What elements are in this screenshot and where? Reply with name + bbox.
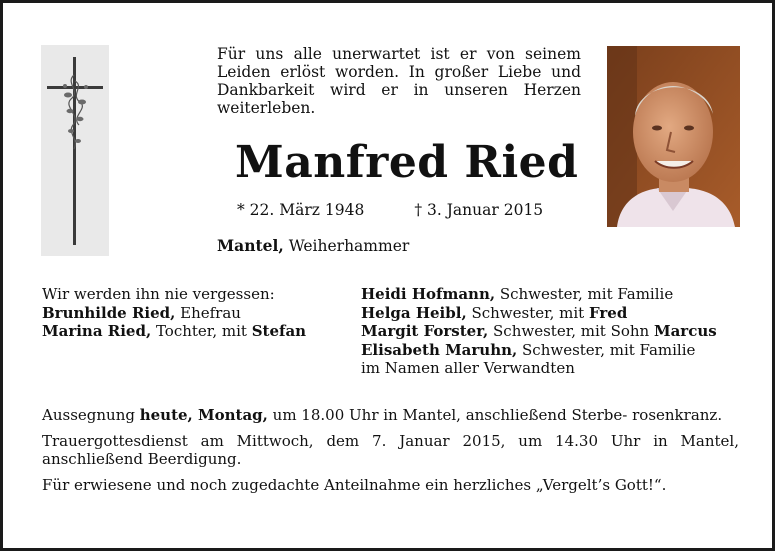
death-date: † 3. Januar 2015 [414,201,544,219]
mourner-row [361,285,717,304]
relatives-line: im Namen aller Verwandten [361,359,575,377]
left-heading: Wir werden ihn nie vergessen: [42,285,275,303]
portrait-photo [607,46,740,227]
blessing-info [42,406,739,425]
mourner-relation: Schwester, mit [466,303,589,322]
mourner-name: Margit Forster, [361,322,489,340]
mourner-relation: Ehefrau [175,303,241,322]
mourner-relation: Schwester, mit Sohn [488,322,654,340]
mourner-partner: Stefan [251,322,307,340]
service-info [42,406,739,494]
mourner-name: Brunhilde Ried, [42,303,176,322]
mourner-row [361,304,717,323]
mourner-row [42,304,306,323]
mourner-name: Marina Ried, [42,322,152,340]
mourner-partner: Marcus [653,322,717,340]
deceased-name: Manfred Ried [235,137,579,188]
residence [217,236,409,255]
blessing-details: um 18.00 Uhr in Mantel, anschließend Sterbe- rosenkranz. [267,406,723,424]
funeral-mass-info: Trauergottesdienst am Mittwoch, dem 7. Januar 2015, um 14.30 Uhr in Mantel, anschließend Beerdigung. [42,431,739,468]
blessing-day: heute, Montag, [139,406,268,424]
family-list-right [361,285,717,378]
intro-text: Für uns alle unerwartet ist er von seinem Leiden erlöst worden. In großer Liebe und Dankbarkeit wird er in unseren Herzen weiterleben. [217,45,581,117]
birth-date: * 22. März 1948 [237,201,365,219]
mourner-row [42,322,306,341]
mourner-name: Helga Heibl, [361,303,467,322]
family-list-left [42,285,306,341]
blessing-text: Aussegnung [42,406,140,424]
thanks-text: Für erwiesene und noch zugedachte Anteilnahme ein herzliches „Vergelt’s Gott!“. [42,475,667,494]
cross-icon [41,45,109,256]
residence-bold: Mantel, [217,236,284,255]
residence-rest: Weiherhammer [283,237,410,255]
mourner-partner: Fred [588,303,628,322]
mourner-row [361,341,717,360]
mourner-relation: Schwester, mit Familie [517,340,696,359]
mourner-relation: Schwester, mit Familie [495,285,674,303]
mourner-name: Heidi Hofmann, [361,285,496,303]
mourner-relation: Tochter, mit [151,322,252,340]
life-dates [237,201,543,219]
mourner-row [361,322,717,341]
mourner-name: Elisabeth Maruhn, [361,340,518,359]
